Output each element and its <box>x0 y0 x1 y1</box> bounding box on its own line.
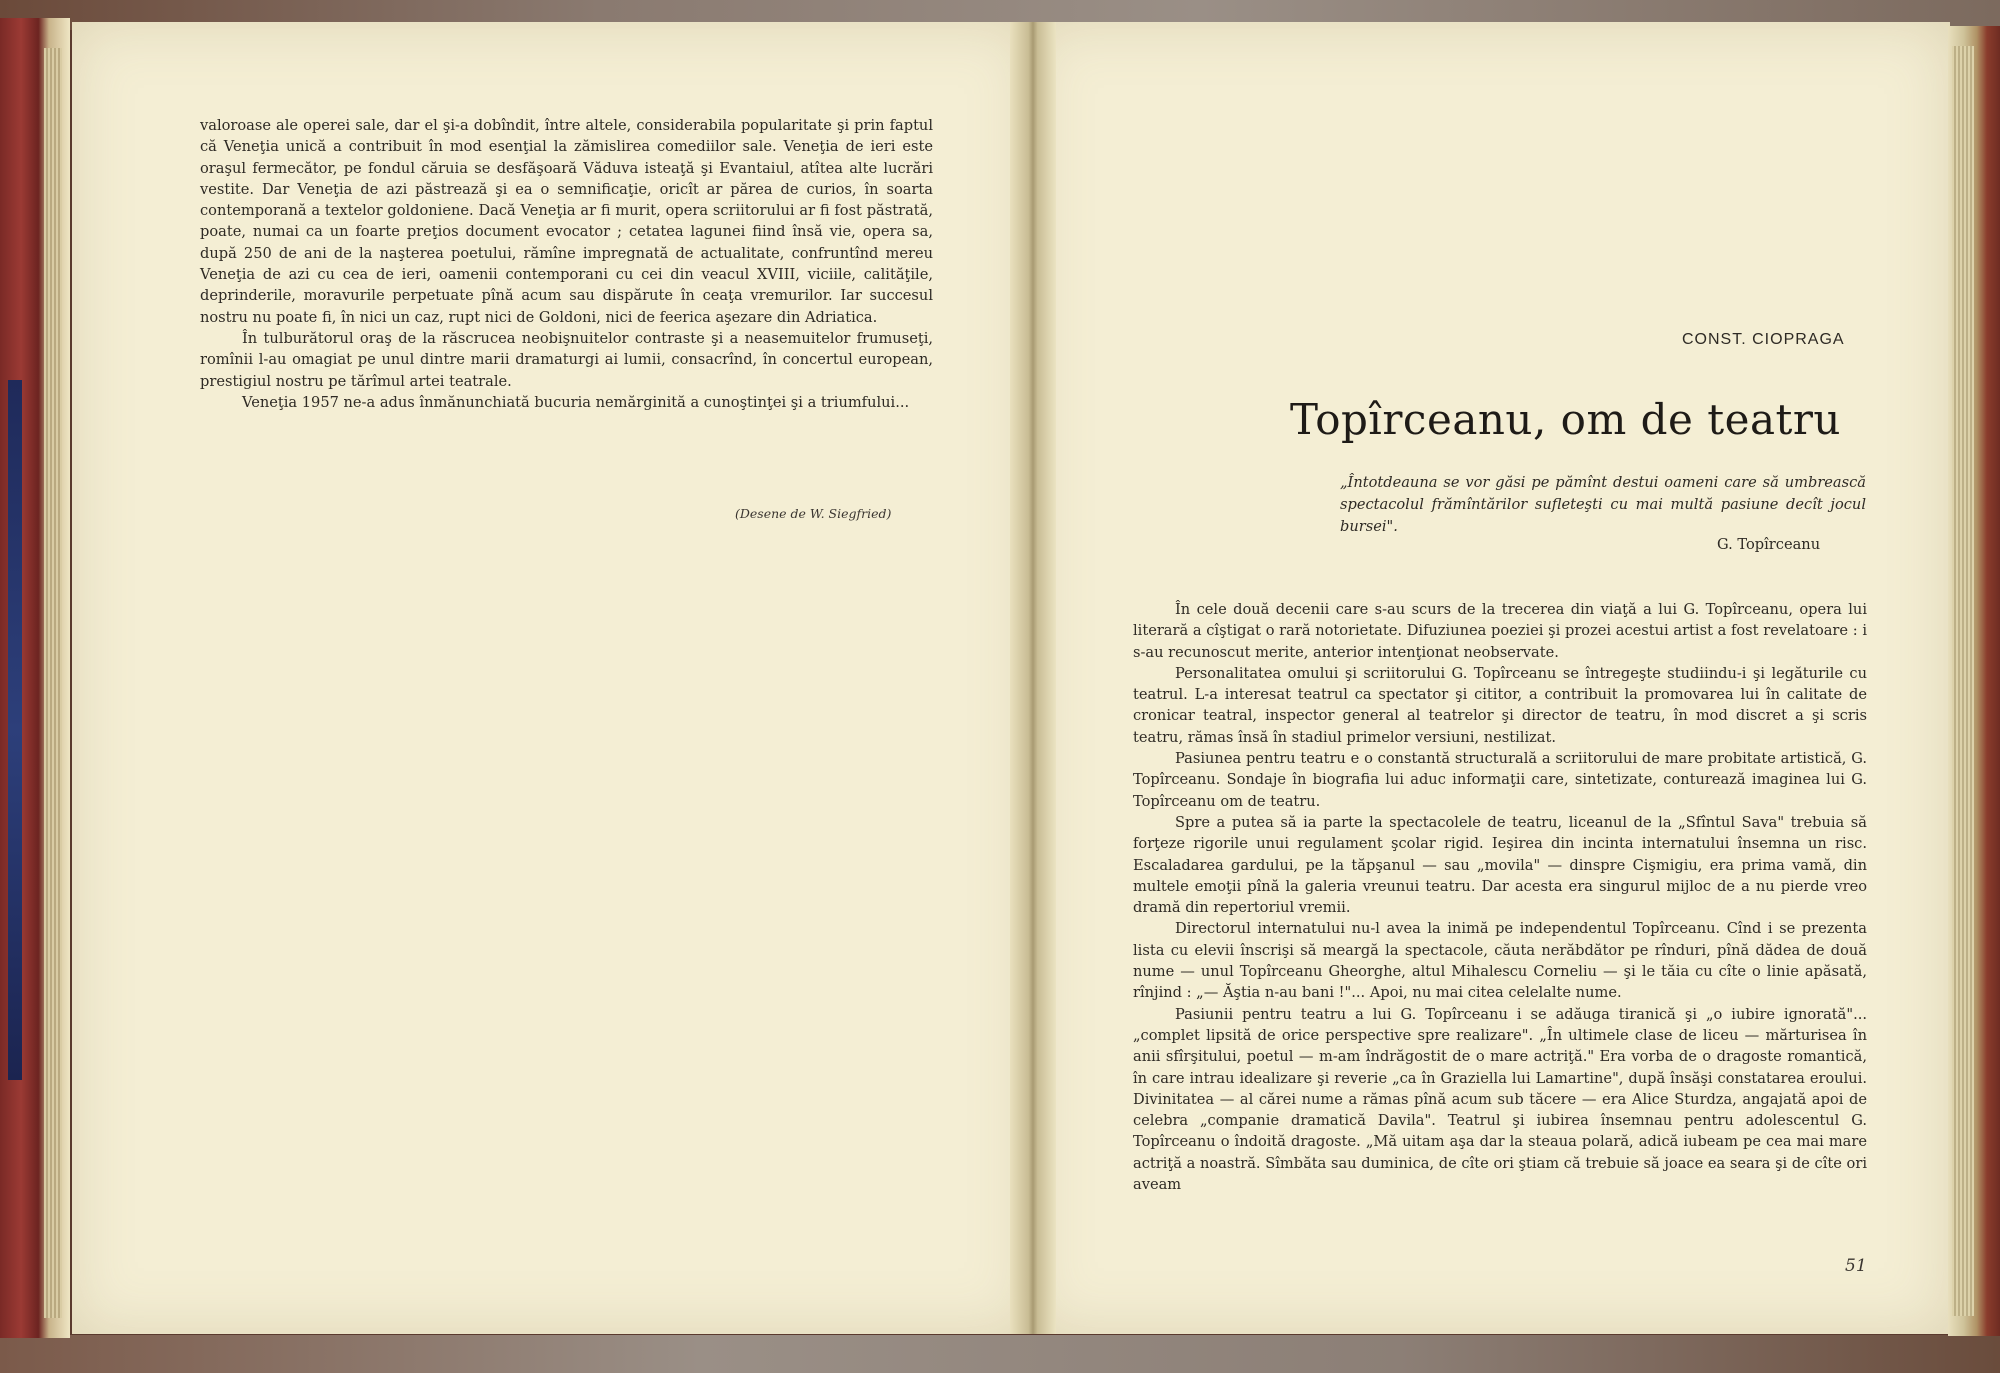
book-gutter <box>1010 22 1056 1334</box>
right-paragraph: Personalitatea omului şi scriitorului G. Topîrceanu se întregeşte studiindu-i şi legăturile cu teatrul. L-a interesat teatrul ca spectator şi cititor, a contribuit la promovarea lui în calitate de cronicar teatral, inspector general al teatrelor şi director de teatru, în mod discret a şi scris teatru, rămas însă în stadiul primelor versiuni, nestilizat. <box>1133 664 1867 746</box>
right-paragraph: Directorul internatului nu-l avea la inimă pe independentul Topîrceanu. Cînd i se prezenta lista cu elevii înscrişi să meargă la spectacole, căuta nerăbdător pe rînduri, pînă dădea de două nume — unul Topîrceanu Gheorghe, altul Mihalescu Corneliu — şi le tăia cu cîte o linie apăsată, rînjind : „— Ăştia n-au bani !"... Apoi, nu mai citea celelalte nume. <box>1133 920 1867 1002</box>
scan-background-bottom <box>0 1335 2000 1373</box>
right-page-text <box>1133 599 1867 1195</box>
blue-bookmark-strip <box>8 380 22 1080</box>
left-page-text <box>200 115 933 413</box>
book-binding-right <box>1948 26 2000 1336</box>
page-edges-right <box>1952 46 1974 1316</box>
page-edges-left <box>44 48 62 1318</box>
left-paragraph: valoroase ale operei sale, dar el şi-a dobîndit, între altele, considerabila popularitate şi prin faptul că Veneţia unică a contribuit în mod esenţial la zămislirea comediilor sale. Veneţia de ieri este oraşul fermecător, pe fondul căruia se desfăşoară Văduva isteaţă şi Evantaiul, atîtea alte lucrări vestite. Dar Veneţia de azi păstrează şi ea o semnificaţie, oricît ar părea de curios, în soarta contemporană a textelor goldoniene. Dacă Veneţia ar fi murit, opera scriitorului ar fi fost păstrată, poate, numai ca un foarte preţios document evocator ; cetatea lagunei fiind însă vie, opera sa, după 250 de ani de la naşterea poetului, rămîne impregnată de actualitate, confruntînd mereu Veneţia de azi cu cea de ieri, oamenii contemporani cu cei din veacul XVIII, viciile, calităţile, deprinderile, moravurile perpetuate pînă acum sau dispărute în ceaţa vremurilor. Iar succesul nostru nu poate fi, în nici un caz, rupt nici de Goldoni, nici de feerica aşezare din Adriatica. <box>200 117 933 326</box>
page-number: 51 <box>1845 1256 1867 1276</box>
epigraph: „Întotdeauna se vor găsi pe pămînt destui oameni care să umbrească spectacolul frămîntărilor sufleteşti cu mai multă pasiune decît jocul bursei". <box>1340 474 1866 535</box>
left-paragraph: În tulburătorul oraş de la răscrucea neobişnuitelor contraste şi a neasemuitelor frumuseţi, romînii l-au omagiat pe unul dintre marii dramaturgi ai lumii, consacrînd, în concertul european, prestigiul nostru pe tărîmul artei teatrale. <box>200 329 933 390</box>
right-paragraph: Spre a putea să ia parte la spectacolele de teatru, liceanul de la „Sfîntul Sava" trebuia să forţeze rigorile unui regulament şcolar rigid. Ieşirea din incinta internatului însemna un risc. Escaladarea gardului, pe la tăpşanul — sau „movila" — dinspre Cişmigiu, era prima vamă, din multele emoţii pînă la galeria vreunui teatru. Dar acesta era singurul mijloc de a nu pierde vreo dramă din repertoriul vremii. <box>1133 813 1867 917</box>
article-title: Topîrceanu, om de teatru <box>1290 395 1841 444</box>
illustration-credit: (Desene de W. Siegfried) <box>735 506 892 521</box>
right-paragraph: Pasiunii pentru teatru a lui G. Topîrceanu i se adăuga tiranică şi „o iubire ignorată"... „complet lipsită de orice perspective spre realizare". „În ultimele clase de liceu — mărturisea în anii sfîrşitului, poetul — m-am îndrăgostit de o mare actriţă." Era vorba de o dragoste romantică, în care intrau idealizare şi reverie „ca în Graziella lui Lamartine", după însăşi constatarea eroului. Divinitatea — al cărei nume a rămas pînă acum sub tăcere — era Alice Sturdza, angajată apoi de celebra „companie dramatică Davila". Teatrul şi iubirea însemnau pentru adolescentul G. Topîrceanu o îndoită dragoste. „Mă uitam aşa dar la steaua polară, adică iubeam pe cea mai mare actriţă a noastră. Sîmbăta sau duminica, de cîte ori ştiam că trebuie să joace ea seara şi de cîte ori aveam <box>1133 1005 1867 1194</box>
right-paragraph: În cele două decenii care s-au scurs de la trecerea din viaţă a lui G. Topîrceanu, opera lui literară a cîştigat o rară notorietate. Difuziunea poeziei şi prozei acestui artist a fost revelatoare : i s-au recunoscut merite, anterior intenţionat neobservate. <box>1133 601 1867 661</box>
left-paragraph: Veneţia 1957 ne-a adus înmănunchiată bucuria nemărginită a cunoştinţei şi a triumfului... <box>242 393 910 411</box>
right-paragraph: Pasiunea pentru teatru e o constantă structurală a scriitorului de mare probitate artistică, G. Topîrceanu. Sondaje în biografia lui aduc informaţii care, sintetizate, conturează imaginea lui G. Topîrceanu om de teatru. <box>1133 750 1867 810</box>
epigraph-author: G. Topîrceanu <box>1717 536 1821 553</box>
article-author: CONST. CIOPRAGA <box>1682 331 1845 348</box>
